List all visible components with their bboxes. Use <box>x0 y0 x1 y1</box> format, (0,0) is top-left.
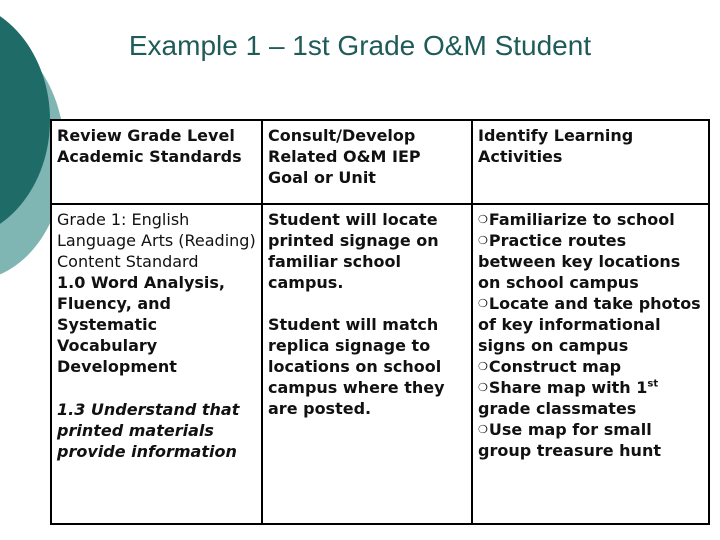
goal-1-text: Student will locate printed signage on familiar school campus. <box>268 210 439 292</box>
activities-cell <box>472 204 709 524</box>
header-row <box>51 120 709 204</box>
header-cell-standards: Review Grade Level Academic Standards <box>51 120 262 204</box>
header-cell-activities: Identify Learning Activities <box>472 120 709 204</box>
body-row <box>51 204 709 524</box>
strand-text: 1.0 Word Analysis, Fluency, and Systematic Vocabulary Development <box>57 273 225 376</box>
activity-item: ❍Use map for small group treasure hunt <box>478 420 661 460</box>
circle-bullet-icon: ❍ <box>478 423 488 436</box>
objective-text: 1.3 Understand that printed materials provide information <box>57 400 240 461</box>
circle-bullet-icon: ❍ <box>478 297 488 310</box>
activity-item: ❍Familiarize to school <box>478 210 675 229</box>
header-cell-goal: Consult/Develop Related O&M IEP Goal or Unit <box>262 120 472 204</box>
standard-text: Grade 1: English Language Arts (Reading) Content Standard <box>57 210 256 271</box>
standards-table <box>50 119 710 525</box>
circle-bullet-icon: ❍ <box>478 360 488 373</box>
goal-2-text: Student will match replica signage to locations on school campus where they are posted. <box>268 315 445 418</box>
activity-item: ❍Locate and take photos of key informational signs on campus <box>478 294 701 355</box>
circle-bullet-icon: ❍ <box>478 213 488 226</box>
activity-item: ❍Construct map <box>478 357 622 376</box>
slide-title: Example 1 – 1st Grade O&M Student <box>128 30 592 61</box>
activity-item: ❍Share map with 1st grade classmates <box>478 378 659 418</box>
activity-item: ❍Practice routes between key locations on school campus <box>478 231 681 292</box>
goal-cell <box>262 204 472 524</box>
circle-bullet-icon: ❍ <box>478 381 488 394</box>
standards-cell <box>51 204 262 524</box>
circle-bullet-icon: ❍ <box>478 234 488 247</box>
